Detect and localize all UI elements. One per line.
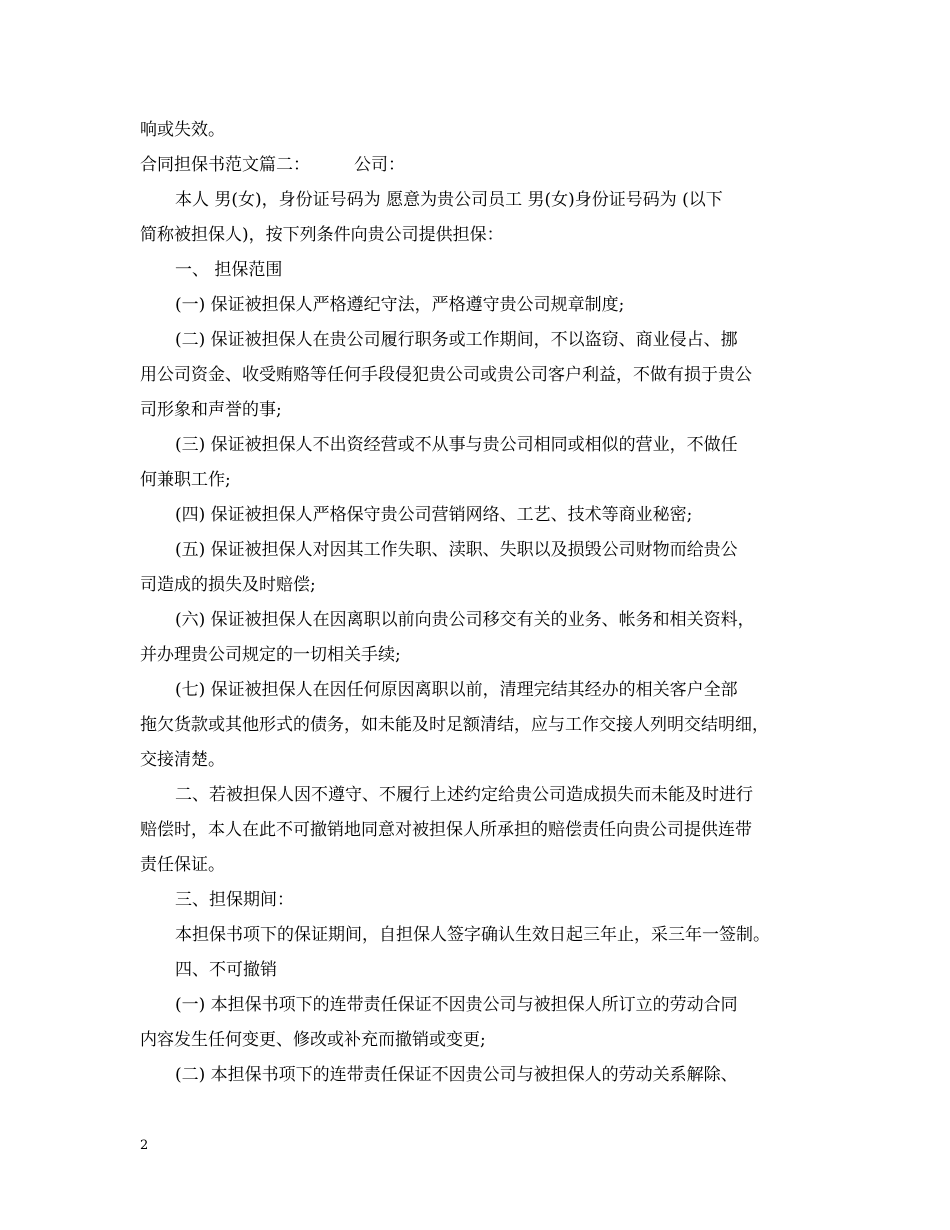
- text-line: 司形象和声誉的事;: [140, 400, 282, 420]
- text-line: 司造成的损失及时赔偿;: [140, 575, 316, 595]
- text-line: 拖欠货款或其他形式的债务，如未能及时足额清结，应与工作交接人列明交结明细，: [140, 715, 769, 735]
- text-line: 本人 男(女)，身份证号码为 愿意为贵公司员工 男(女)身份证号码为 (以下: [175, 190, 723, 210]
- text-line: (二) 本担保书项下的连带责任保证不因贵公司与被担保人的劳动关系解除、: [175, 1065, 738, 1085]
- section-title: 合同担保书范文篇二：: [140, 155, 310, 175]
- text-line: (三) 保证被担保人不出资经营或不从事与贵公司相同或相似的营业，不做任: [175, 435, 738, 455]
- text-line: 简称被担保人)，按下列条件向贵公司提供担保：: [140, 225, 504, 245]
- text-line: 四、不可撤销: [175, 960, 277, 980]
- text-line: 内容发生任何变更、修改或补充而撤销或变更;: [140, 1030, 486, 1050]
- addressee: 公司：: [354, 155, 405, 175]
- text-line: (一) 本担保书项下的连带责任保证不因贵公司与被担保人所订立的劳动合同: [175, 995, 738, 1015]
- text-line: (五) 保证被担保人对因其工作失职、渎职、失职以及损毁公司财物而给贵公: [175, 540, 738, 560]
- text-line: 一、 担保范围: [175, 260, 283, 280]
- text-line: (二) 保证被担保人在贵公司履行职务或工作期间，不以盗窃、商业侵占、挪: [175, 330, 738, 350]
- text-line: 责任保证。: [140, 855, 225, 875]
- text-line: (七) 保证被担保人在因任何原因离职以前，清理完结其经办的相关客户全部: [175, 680, 738, 700]
- text-line: 并办理贵公司规定的一切相关手续;: [140, 645, 401, 665]
- page-number: 2: [140, 1138, 149, 1153]
- text-line: 用公司资金、收受贿赂等任何手段侵犯贵公司或贵公司客户利益，不做有损于贵公: [140, 365, 752, 385]
- text-line: (一) 保证被担保人严格遵纪守法，严格遵守贵公司规章制度;: [175, 295, 625, 315]
- text-line: 二、若被担保人因不遵守、不履行上述约定给贵公司造成损失而未能及时进行: [175, 785, 753, 805]
- text-line: (六) 保证被担保人在因离职以前向贵公司移交有关的业务、帐务和相关资料，: [175, 610, 755, 630]
- text-line: 赔偿时，本人在此不可撤销地同意对被担保人所承担的赔偿责任向贵公司提供连带: [140, 820, 752, 840]
- text-line: (四) 保证被担保人严格保守贵公司营销网络、工艺、技术等商业秘密;: [175, 505, 693, 525]
- text-line: 本担保书项下的保证期间，自担保人签字确认生效日起三年止，采三年一签制。: [175, 925, 770, 945]
- section-heading-line: [140, 153, 405, 177]
- text-line: 三、担保期间：: [175, 890, 294, 910]
- text-line: 交接清楚。: [140, 750, 225, 770]
- text-line: 响或失效。: [140, 120, 225, 140]
- text-line: 何兼职工作;: [140, 470, 231, 490]
